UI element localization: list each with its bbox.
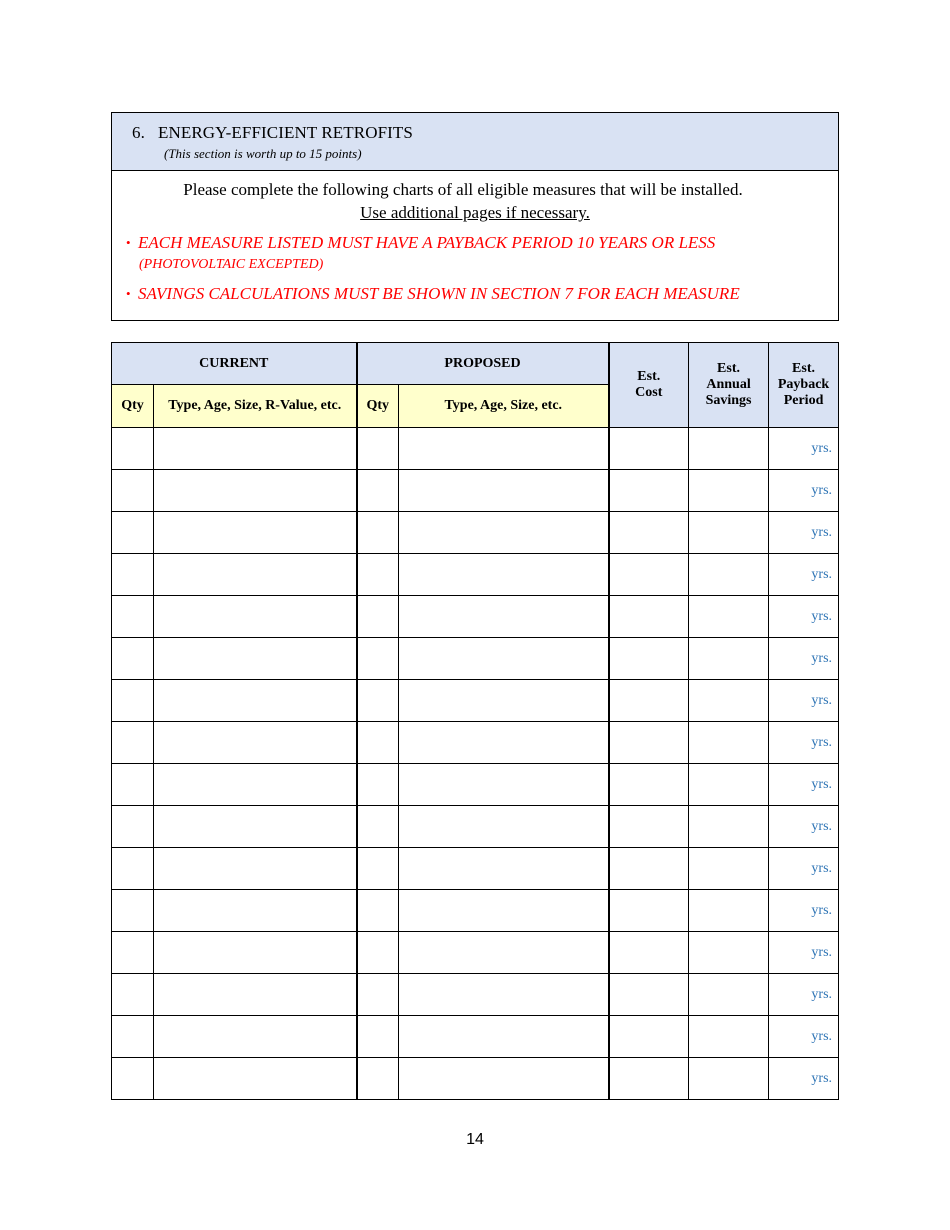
proposed-type-input[interactable] [399,680,609,722]
current-type-input[interactable] [154,974,357,1016]
proposed-type-input[interactable] [399,890,609,932]
est-cost-input[interactable] [609,932,689,974]
payback-period-input[interactable]: yrs. [769,722,839,764]
est-savings-input[interactable] [689,428,769,470]
est-savings-input[interactable] [689,554,769,596]
current-type-input[interactable] [154,554,357,596]
current-qty-input[interactable] [112,974,154,1016]
est-savings-input[interactable] [689,1058,769,1100]
section-title-text: ENERGY-EFFICIENT RETROFITS [158,123,413,142]
header-est-payback-line: Est. [792,361,815,376]
bullet-text: SAVINGS CALCULATIONS MUST BE SHOWN IN SECTION 7 FOR EACH MEASURE [138,284,740,303]
est-cost-input[interactable] [609,848,689,890]
payback-period-input[interactable]: yrs. [769,848,839,890]
proposed-qty-input[interactable] [357,722,399,764]
retrofit-table [111,342,839,1100]
proposed-qty-input[interactable] [357,428,399,470]
header-est-payback-line: Period [783,393,824,408]
proposed-qty-input[interactable] [357,554,399,596]
instruction-underlined: Use additional pages if necessary. [360,203,590,222]
proposed-type-input[interactable] [399,554,609,596]
est-savings-input[interactable] [689,722,769,764]
est-savings-input[interactable] [689,974,769,1016]
current-type-input[interactable] [154,596,357,638]
proposed-type-input[interactable] [399,932,609,974]
instruction-text: Please complete the following charts of all eligible measures that will be installed. [183,180,743,199]
payback-period-input[interactable]: yrs. [769,512,839,554]
current-type-input[interactable] [154,932,357,974]
current-qty-input[interactable] [112,848,154,890]
current-type-input[interactable] [154,638,357,680]
proposed-type-input[interactable] [399,428,609,470]
proposed-qty-input[interactable] [357,848,399,890]
proposed-qty-input[interactable] [357,470,399,512]
header-proposed-qty: Qty [357,385,399,428]
est-savings-input[interactable] [689,596,769,638]
proposed-type-input[interactable] [399,1058,609,1100]
header-est-payback-line: Payback [777,377,830,392]
header-proposed: PROPOSED [357,343,609,385]
est-cost-input[interactable] [609,974,689,1016]
header-est-payback-period [769,343,839,428]
current-type-input[interactable] [154,764,357,806]
payback-period-input[interactable]: yrs. [769,764,839,806]
current-qty-input[interactable] [112,512,154,554]
payback-period-input[interactable]: yrs. [769,974,839,1016]
current-qty-input[interactable] [112,596,154,638]
est-savings-input[interactable] [689,890,769,932]
table-row [112,932,839,974]
est-savings-input[interactable] [689,932,769,974]
bullet-savings-requirement [126,284,740,304]
proposed-qty-input[interactable] [357,806,399,848]
table-row [112,470,839,512]
current-type-input[interactable] [154,1016,357,1058]
bullet-icon: • [126,235,131,250]
retrofit-table-body [112,428,839,1100]
payback-period-input[interactable]: yrs. [769,470,839,512]
table-row [112,596,839,638]
bullet-text: EACH MEASURE LISTED MUST HAVE A PAYBACK PERIOD 10 YEARS OR LESS [138,233,716,252]
header-est-savings-line: Est. [717,361,740,376]
section-number: 6. [132,123,145,142]
header-est-annual-savings [689,343,769,428]
proposed-qty-input[interactable] [357,764,399,806]
proposed-type-input[interactable] [399,1016,609,1058]
header-est-cost [609,343,689,428]
current-qty-input[interactable] [112,932,154,974]
proposed-type-input[interactable] [399,806,609,848]
section-header [112,113,838,171]
current-type-input[interactable] [154,890,357,932]
header-est-cost-line: Cost [635,385,663,400]
proposed-qty-input[interactable] [357,890,399,932]
proposed-qty-input[interactable] [357,680,399,722]
est-cost-input[interactable] [609,470,689,512]
payback-period-input[interactable]: yrs. [769,428,839,470]
current-qty-input[interactable] [112,722,154,764]
proposed-type-input[interactable] [399,512,609,554]
table-row [112,974,839,1016]
current-qty-input[interactable] [112,890,154,932]
current-qty-input[interactable] [112,428,154,470]
est-savings-input[interactable] [689,806,769,848]
est-cost-input[interactable] [609,596,689,638]
header-est-cost-line: Est. [637,369,661,384]
payback-period-input[interactable]: yrs. [769,596,839,638]
header-current-type: Type, Age, Size, R-Value, etc. [154,385,357,428]
est-savings-input[interactable] [689,470,769,512]
payback-period-input[interactable]: yrs. [769,806,839,848]
proposed-qty-input[interactable] [357,932,399,974]
payback-period-input[interactable]: yrs. [769,932,839,974]
est-savings-input[interactable] [689,848,769,890]
table-row [112,638,839,680]
table-row [112,764,839,806]
est-savings-input[interactable] [689,680,769,722]
bullet-payback-requirement [126,233,715,253]
current-type-input[interactable] [154,722,357,764]
est-cost-input[interactable] [609,554,689,596]
table-row [112,1016,839,1058]
current-qty-input[interactable] [112,470,154,512]
est-cost-input[interactable] [609,1058,689,1100]
section-subtitle: (This section is worth up to 15 points) [164,146,362,161]
header-current-qty: Qty [112,385,154,428]
table-row [112,890,839,932]
est-savings-input[interactable] [689,512,769,554]
header-current: CURRENT [112,343,357,385]
bullet-icon: • [126,286,131,301]
current-qty-input[interactable] [112,680,154,722]
proposed-qty-input[interactable] [357,974,399,1016]
est-savings-input[interactable] [689,638,769,680]
est-cost-input[interactable] [609,806,689,848]
current-qty-input[interactable] [112,1058,154,1100]
payback-period-input[interactable]: yrs. [769,638,839,680]
header-proposed-type: Type, Age, Size, etc. [399,385,609,428]
proposed-type-input[interactable] [399,764,609,806]
est-cost-input[interactable] [609,428,689,470]
proposed-type-input[interactable] [399,596,609,638]
current-type-input[interactable] [154,428,357,470]
est-cost-input[interactable] [609,890,689,932]
est-cost-input[interactable] [609,638,689,680]
proposed-type-input[interactable] [399,848,609,890]
section-title [132,123,413,143]
table-row [112,1058,839,1100]
payback-period-input[interactable]: yrs. [769,554,839,596]
est-savings-input[interactable] [689,1016,769,1058]
current-qty-input[interactable] [112,554,154,596]
est-savings-input[interactable] [689,764,769,806]
current-qty-input[interactable] [112,1016,154,1058]
section-box [111,112,839,321]
current-type-input[interactable] [154,1058,357,1100]
current-type-input[interactable] [154,512,357,554]
section-instructions [112,171,838,320]
payback-period-input[interactable]: yrs. [769,1058,839,1100]
est-cost-input[interactable] [609,722,689,764]
header-est-savings-line: Annual [706,377,751,392]
proposed-qty-input[interactable] [357,1016,399,1058]
table-row [112,428,839,470]
proposed-type-input[interactable] [399,722,609,764]
est-cost-input[interactable] [609,764,689,806]
payback-period-input[interactable]: yrs. [769,1016,839,1058]
proposed-qty-input[interactable] [357,512,399,554]
header-est-savings-line: Savings [705,393,752,408]
bullet-note: (PHOTOVOLTAIC EXCEPTED) [139,257,324,272]
page-number: 14 [466,1131,484,1148]
est-cost-input[interactable] [609,680,689,722]
current-type-input[interactable] [154,470,357,512]
table-row [112,848,839,890]
current-type-input[interactable] [154,680,357,722]
table-row [112,722,839,764]
table-row [112,512,839,554]
current-type-input[interactable] [154,848,357,890]
proposed-type-input[interactable] [399,470,609,512]
proposed-type-input[interactable] [399,974,609,1016]
current-qty-input[interactable] [112,764,154,806]
proposed-type-input[interactable] [399,638,609,680]
payback-period-input[interactable]: yrs. [769,890,839,932]
current-qty-input[interactable] [112,638,154,680]
proposed-qty-input[interactable] [357,1058,399,1100]
current-qty-input[interactable] [112,806,154,848]
current-type-input[interactable] [154,806,357,848]
proposed-qty-input[interactable] [357,596,399,638]
table-row [112,680,839,722]
proposed-qty-input[interactable] [357,638,399,680]
est-cost-input[interactable] [609,1016,689,1058]
payback-period-input[interactable]: yrs. [769,680,839,722]
table-row [112,554,839,596]
table-row [112,806,839,848]
est-cost-input[interactable] [609,512,689,554]
